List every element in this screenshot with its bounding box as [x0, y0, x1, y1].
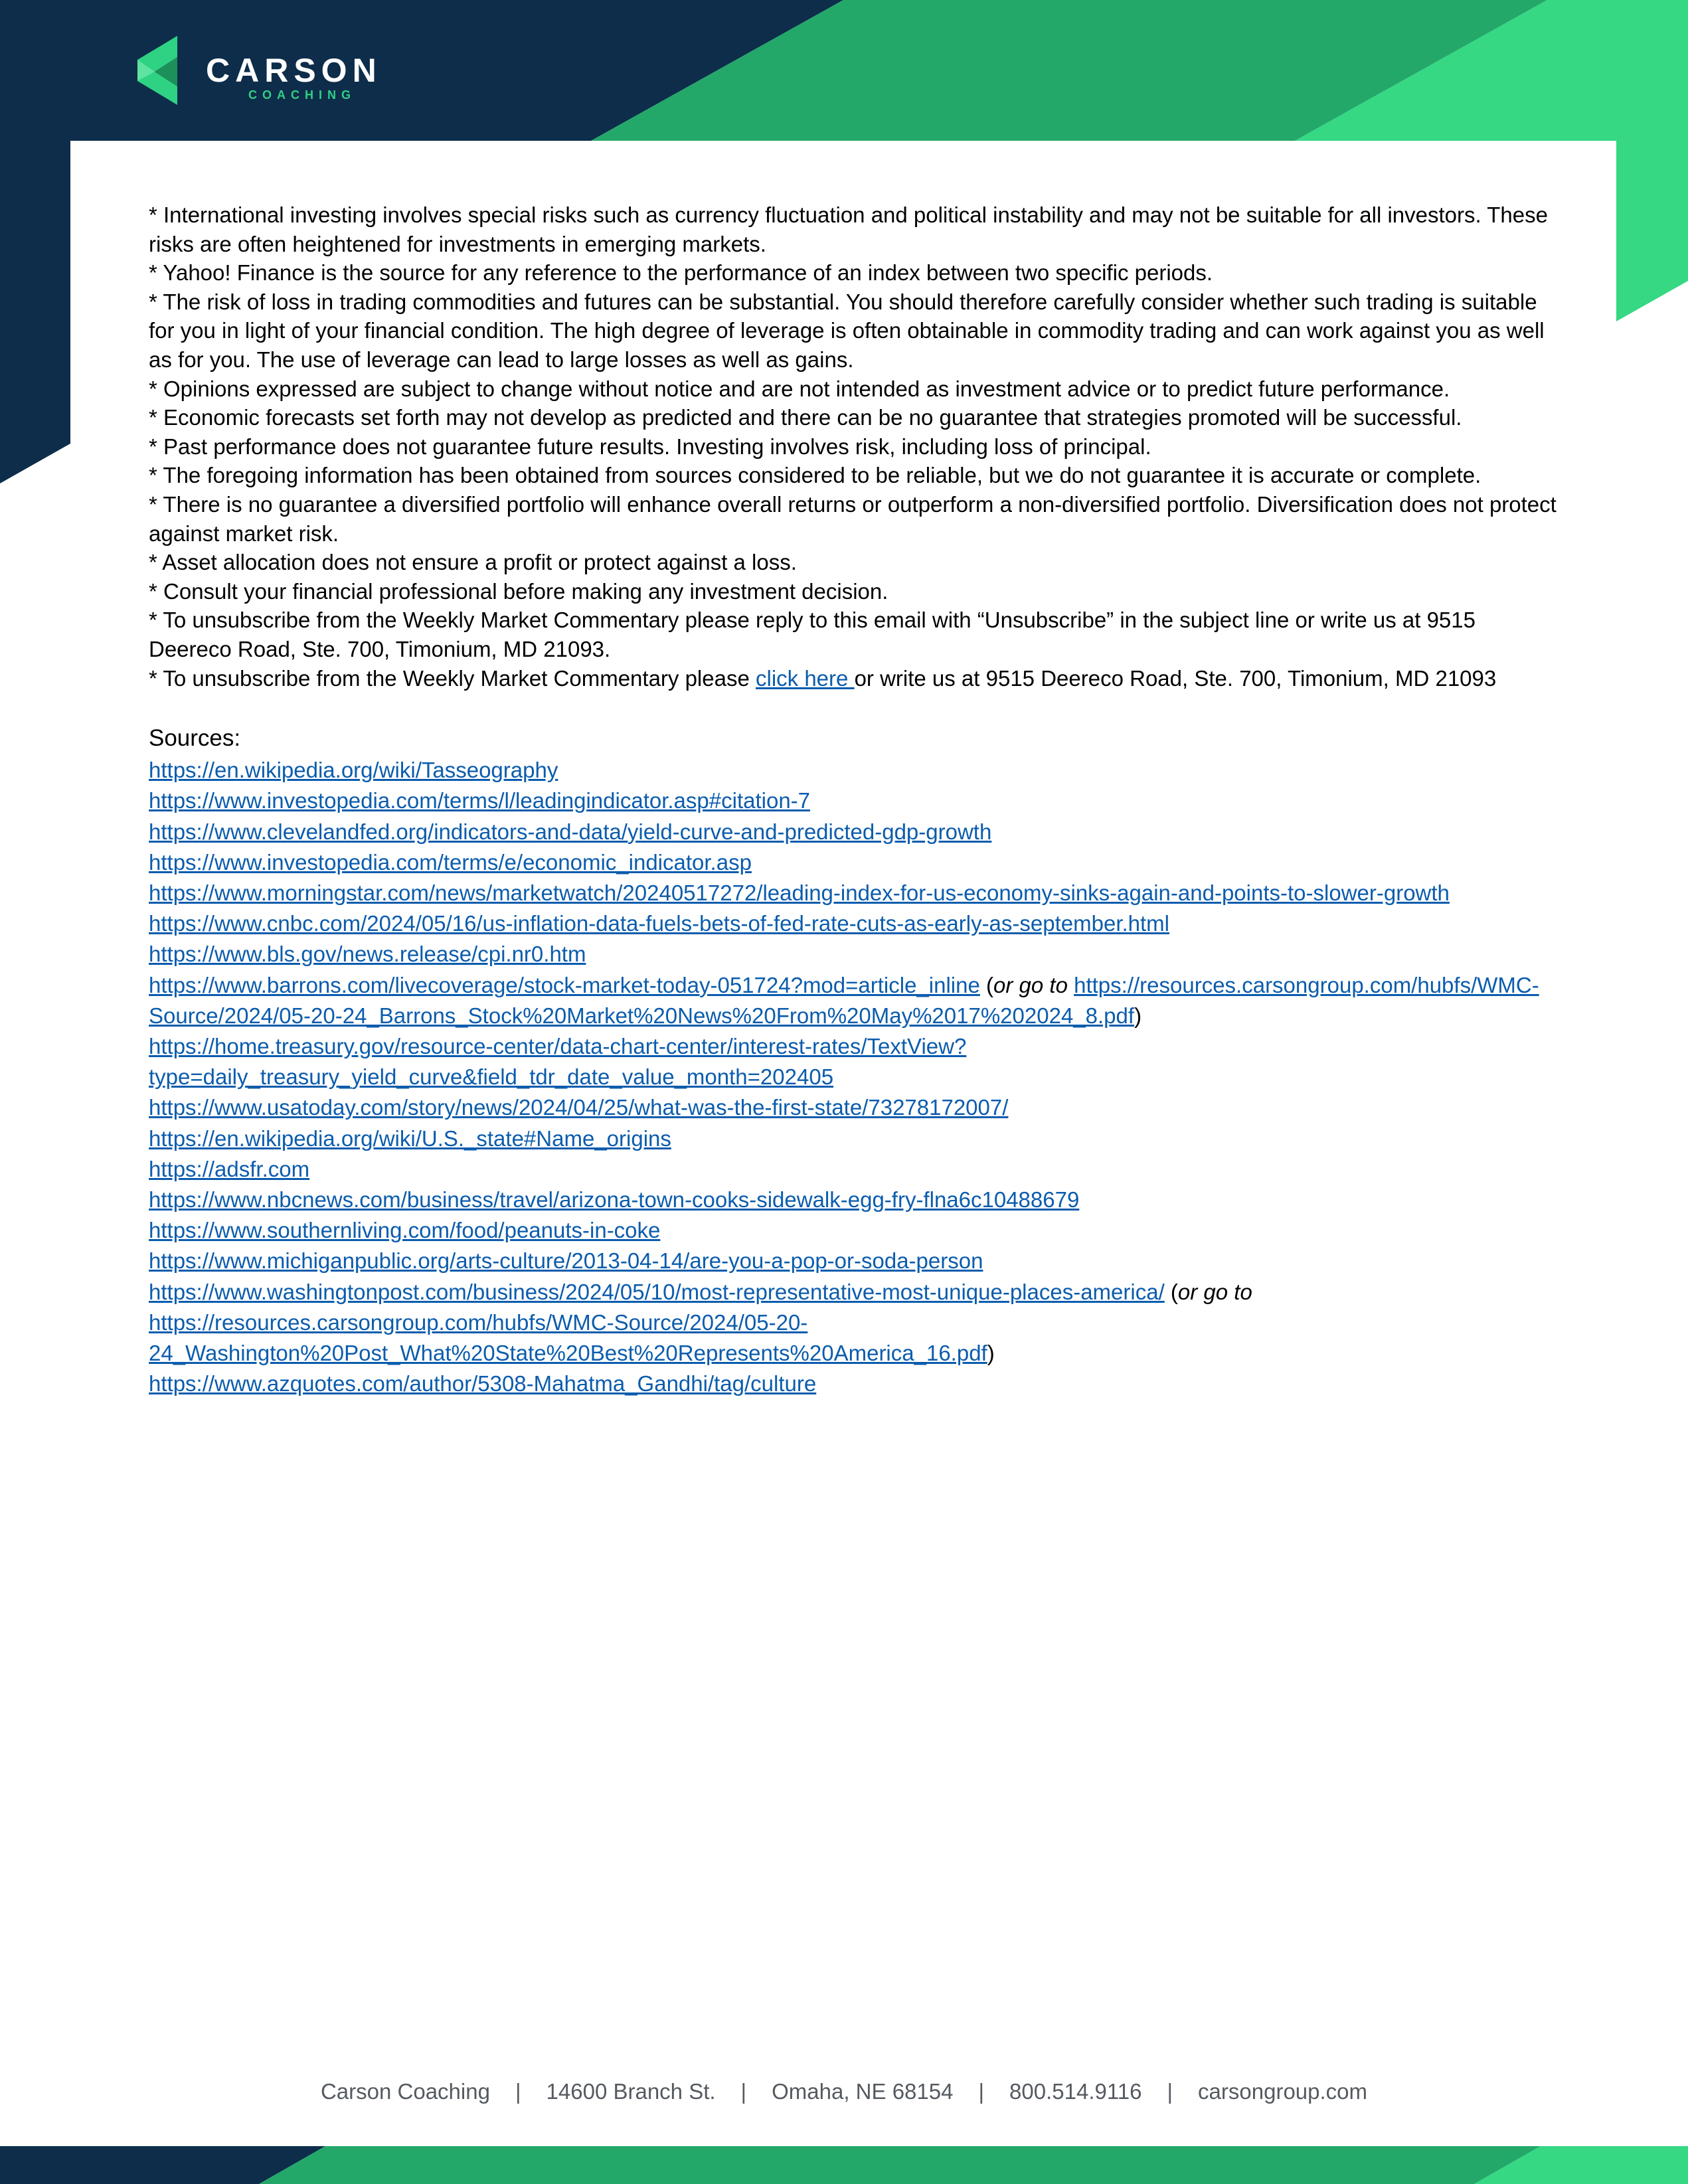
source-link[interactable]: https://www.azquotes.com/author/5308-Mahatma_Gandhi/tag/culture	[149, 1371, 817, 1396]
source-barrons: https://www.barrons.com/livecoverage/stock-market-today-051724?mod=article_inline (or go to https://resources.carsongroup.com/hubfs/WMC-Source/2024/05-20-24_Barrons_Stock%20Market%20News%20From%20May%2017%202024_8.pdf)	[149, 972, 1539, 1028]
click-here-link[interactable]: click here	[756, 665, 855, 691]
document-body	[149, 201, 1557, 1399]
right-green-stripe	[1616, 141, 1688, 321]
source-link[interactable]: https://www.morningstar.com/news/marketwatch/20240517272/leading-index-for-us-economy-sinks-again-and-points-to-slower-growth	[149, 880, 1450, 905]
source-link[interactable]: https://www.investopedia.com/terms/e/economic_indicator.asp	[149, 849, 752, 875]
sources-heading: Sources:	[149, 725, 241, 752]
disclaimer-unsubscribe-email: * To unsubscribe from the Weekly Market Commentary please reply to this email with “Unsubscribe” in the subject line or write us at 9515 Deereco Road, Ste. 700, Timonium, MD 21093.	[149, 608, 1476, 661]
footer-city: Omaha, NE 68154	[772, 2079, 954, 2104]
footer-street: 14600 Branch St.	[546, 2079, 716, 2104]
source-link[interactable]: https://www.washingtonpost.com/business/2024/05/10/most-representative-most-unique-places-america/	[149, 1279, 1165, 1304]
source-alt-link[interactable]: https://resources.carsongroup.com/hubfs/WMC-Source/2024/05-20-24_Washington%20Post_What%20State%20Best%20Represents%20America_16.pdf	[149, 1309, 987, 1365]
footer-green-band	[259, 2146, 1541, 2184]
disclaimer-unsubscribe-link: * To unsubscribe from the Weekly Market Commentary please click here or write us at 9515 Deereco Road, Ste. 700, Timonium, MD 21093	[149, 665, 1497, 691]
source-link[interactable]: https://www.nbcnews.com/business/travel/arizona-town-cooks-sidewalk-egg-fry-flna6c10488679	[149, 1187, 1080, 1212]
footer-phone: 800.514.9116	[1009, 2079, 1142, 2104]
left-navy-stripe	[0, 141, 70, 483]
disclaimer-opinions: * Opinions expressed are subject to change without notice and are not intended as investment advice or to predict future performance.	[149, 376, 1450, 401]
disclaimer-diversification: * There is no guarantee a diversified portfolio will enhance overall returns or outperform a non-diversified portfolio. Diversification does not protect against market risk.	[149, 491, 1557, 546]
source-link[interactable]: https://en.wikipedia.org/wiki/Tasseography	[149, 758, 558, 783]
sources-list	[149, 755, 1557, 1399]
brand-name: CARSON	[206, 52, 382, 89]
footer-separator: |	[1167, 2079, 1173, 2104]
source-link[interactable]: https://en.wikipedia.org/wiki/U.S._state#Name_origins	[149, 1126, 671, 1151]
source-link[interactable]: https://www.cnbc.com/2024/05/16/us-inflation-data-fuels-bets-of-fed-rate-cuts-as-early-as-september.html	[149, 911, 1169, 936]
disclaimer-commodities: * The risk of loss in trading commodities and futures can be substantial. You should therefore carefully consider whether such trading is suitable for you in light of your financial condition. The high degree of leverage is often obtainable in commodity trading and can work against you as well as for you. The use of leverage can lead to large losses as well as gains.	[149, 289, 1545, 372]
disclaimer-yahoo: * Yahoo! Finance is the source for any reference to the performance of an index between two specific periods.	[149, 260, 1213, 286]
source-washington-post: https://www.washingtonpost.com/business/2024/05/10/most-representative-most-unique-places-america/ (or go to https://resources.carsongroup.com/hubfs/WMC-Source/2024/05-20-24_Washington%20Post_What%20State%20Best%20Represents%20America_16.pdf)	[149, 1279, 1252, 1365]
source-link[interactable]: https://home.treasury.gov/resource-center/data-chart-center/interest-rates/TextView?type=daily_treasury_yield_curve&field_tdr_date_value_month=202405	[149, 1033, 967, 1090]
source-alt-link[interactable]: https://resources.carsongroup.com/hubfs/WMC-Source/2024/05-20-24_Barrons_Stock%20Market%20News%20From%20May%2017%202024_8.pdf	[149, 972, 1539, 1028]
source-link[interactable]: https://www.barrons.com/livecoverage/stock-market-today-051724?mod=article_inline	[149, 972, 980, 997]
footer-company: Carson Coaching	[320, 2079, 490, 2104]
footer-separator: |	[515, 2079, 521, 2104]
source-link[interactable]: https://www.bls.gov/news.release/cpi.nr0.htm	[149, 942, 586, 967]
disclaimer-sources: * The foregoing information has been obtained from sources considered to be reliable, but we do not guarantee it is accurate or complete.	[149, 463, 1481, 488]
source-link[interactable]: https://www.usatoday.com/story/news/2024/04/25/what-was-the-first-state/73278172007/	[149, 1095, 1009, 1120]
brand-wordmark	[206, 53, 382, 102]
source-link[interactable]: https://adsfr.com	[149, 1156, 310, 1181]
disclaimer-consult: * Consult your financial professional before making any investment decision.	[149, 578, 888, 604]
disclaimer-asset-allocation: * Asset allocation does not ensure a profit or protect against a loss.	[149, 550, 797, 575]
brand-subtitle: COACHING	[248, 88, 356, 102]
source-link[interactable]: https://www.michiganpublic.org/arts-culture/2013-04-14/are-you-a-pop-or-soda-person	[149, 1248, 983, 1274]
disclaimer-forecasts: * Economic forecasts set forth may not develop as predicted and there can be no guarantee that strategies promoted will be successful.	[149, 405, 1462, 430]
source-link[interactable]: https://www.southernliving.com/food/peanuts-in-coke	[149, 1218, 661, 1243]
footer-contact	[0, 2078, 1688, 2105]
disclaimer-international: * International investing involves special risks such as currency fluctuation and political instability and may not be suitable for all investors. These risks are often heightened for investments in emerging markets.	[149, 203, 1548, 256]
footer-website: carsongroup.com	[1198, 2079, 1368, 2104]
footer-separator: |	[978, 2079, 985, 2104]
source-link[interactable]: https://www.investopedia.com/terms/l/leadingindicator.asp#citation-7	[149, 788, 811, 813]
footer-separator: |	[740, 2079, 747, 2104]
source-link[interactable]: https://www.clevelandfed.org/indicators-and-data/yield-curve-and-predicted-gdp-growth	[149, 819, 992, 844]
disclaimer-past-performance: * Past performance does not guarantee future results. Investing involves risk, including loss of principal.	[149, 434, 1151, 459]
